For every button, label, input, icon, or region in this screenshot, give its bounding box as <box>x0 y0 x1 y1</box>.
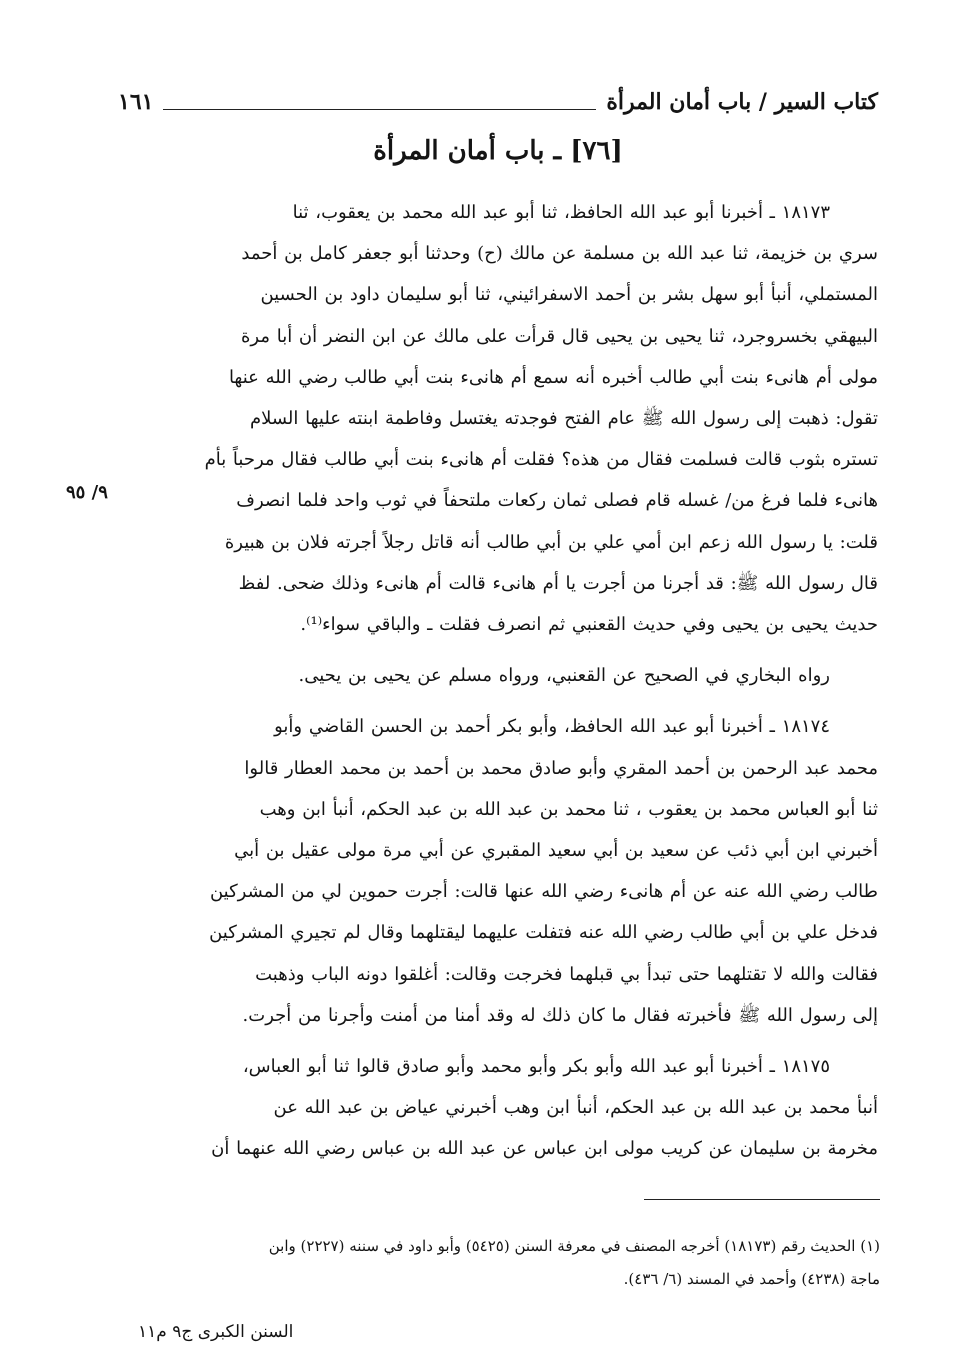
text-line: مخرمة بن سليمان عن كريب مولى ابن عباس عن عبد الله بن عباس رضي الله عنهما أن <box>211 1138 878 1160</box>
text-line: فقالت والله لا تقتلهما حتى تبدأ بي قبلهما فخرجت وقالت: أغلقوا دونه الباب وذهبت <box>255 963 878 985</box>
chapter-title: [٧٦] ـ باب أمان المرأة <box>373 136 623 166</box>
text-line: مولى أم هانىء بنت أبي طالب أخبره أنه سمع أم هانىء بنت أبي طالب رضي الله عنها <box>228 366 878 388</box>
running-header <box>118 82 878 122</box>
body-text <box>134 192 878 1170</box>
text-line: حديث يحيى بن يحيى وفي حديث القعنبي ثم انصرف فقلت ـ والباقي سواء⁽¹⁾. <box>300 614 878 636</box>
text-line: تستره بثوب قالت فسلمت فقال من هذه؟ فقلت أم هانىء بنت أبي طالب فقال مرحباً بأم <box>204 449 878 471</box>
text-line: ١٨١٧٥ ـ أخبرنا أبو عبد الله وأبو بكر وأبو محمد وأبو صادق قالوا ثنا أبو العباس، <box>242 1056 830 1078</box>
header-rule <box>163 109 596 110</box>
text-line: رواه البخاري في الصحيح عن القعنبي، ورواه مسلم عن يحيى بن يحيى. <box>298 665 830 687</box>
text-line: أخبرني ابن أبي ذئب عن سعيد بن أبي سعيد المقبري عن أبي مرة مولى عقيل بن أبي <box>234 840 878 862</box>
text-line: ١٨١٧٣ ـ أخبرنا أبو عبد الله الحافظ، ثنا أبو عبد الله محمد بن يعقوب، ثنا <box>292 202 830 223</box>
margin-page-reference: ٩/ ٩٥ <box>66 482 108 503</box>
text-line: سري بن خزيمة، ثنا عبد الله بن مسلمة عن مالك (ح) وحدثنا أبو جعفر كامل بن أحمد <box>241 243 878 265</box>
footnote <box>138 1230 880 1296</box>
text-line: المستملي، أنبأ أبو سهل بشر بن أحمد الاسفرائيني، ثنا أبو سليمان داود بن الحسين <box>260 284 878 306</box>
text-line: طالب رضي الله عنه عن أم هانىء رضي الله عنها قالت: أجرت حموين لي من المشركين <box>209 881 878 903</box>
text-line: أنبأ محمد بن عبد الله بن عبد الحكم، أنبأ ابن وهب أخبرني عياض بن عبد الله عن <box>273 1097 878 1119</box>
page-number: ١٦١ <box>118 89 154 115</box>
text-line: قلت: يا رسول الله زعم ابن أمي علي بن أبي طالب أنه قاتل رجلاً أجرته فلان بن هبيرة <box>224 531 878 553</box>
hadith-paragraph-18175 <box>134 1046 878 1170</box>
signature-mark: السنن الكبرى ج٩ م١١ <box>138 1322 294 1342</box>
text-line: قال رسول الله ﷺ: قد أجرنا من أجرت يا أم هانىء قالت أم هانىء وذلك ضحى. لفظ <box>238 572 878 594</box>
text-line: فدخل علي بن أبي طالب رضي الله عنه فتفلت عليهما ليقتلهما وقال لم تجيري المشركين <box>209 922 878 944</box>
footnote-separator <box>644 1199 880 1200</box>
running-head-title: كتاب السير / باب أمان المرأة <box>606 89 878 115</box>
text-line: هانىء فلما فرغ من/ غسله قام فصلى ثمان ركعات ملتحفاً في ثوب واحد فلما انصرف <box>236 490 878 512</box>
hadith-paragraph-18174 <box>134 706 878 1036</box>
footnote-line: ماجة (٤٢٣٨) وأحمد في المسند (٦/ ٤٣٦). <box>623 1270 880 1288</box>
hadith-paragraph-18173 <box>134 192 878 645</box>
text-line: ثنا أبو العباس محمد بن يعقوب ، ثنا محمد بن عبد الله بن عبد الحكم، أنبأ ابن وهب <box>259 798 878 820</box>
text-line: ١٨١٧٤ ـ أخبرنا أبو عبد الله الحافظ، وأبو بكر أحمد بن الحسن القاضي وأبو <box>274 716 830 738</box>
footnote-line: (١) الحديث رقم (١٨١٧٣) أخرجه المصنف في معرفة السنن (٥٤٢٥) وأبو داود في سننه (٢٢٢٧) وابن <box>268 1237 880 1255</box>
text-line: البيهقي بخسروجرد، ثنا يحيى بن يحيى قال قرأت على مالك عن ابن النضر أن أبا مرة <box>240 325 878 347</box>
text-line: إلى رسول الله ﷺ فأخبرته فقال ما كان ذلك له وقد أمنا من أمنت وأجرنا من أجرت. <box>242 1004 878 1026</box>
text-line: محمد عبد الرحمن بن أحمد المقري وأبو صادق محمد بن أحمد بن محمد العطار قالوا <box>244 757 878 779</box>
text-line: تقول: ذهبت إلى رسول الله ﷺ عام الفتح فوجدته يغتسل وفاطمة ابنته عليها السلام <box>249 408 878 430</box>
narration-note <box>134 655 878 696</box>
